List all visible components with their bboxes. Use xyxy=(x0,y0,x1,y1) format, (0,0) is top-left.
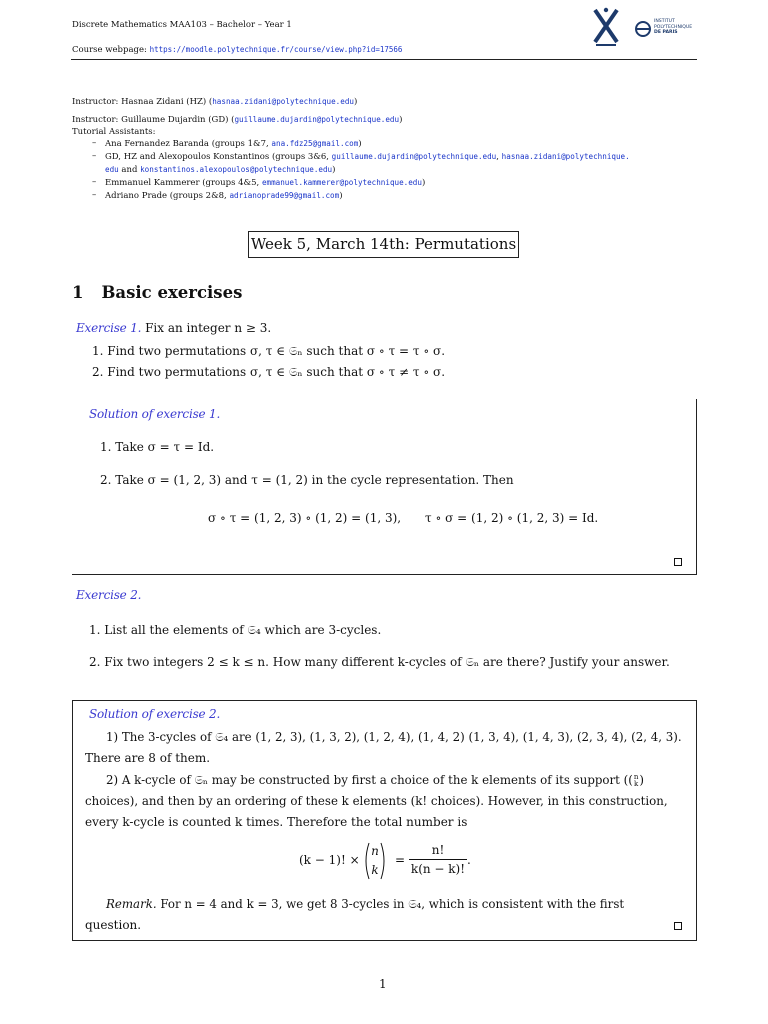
instructor-1 xyxy=(72,96,702,109)
instructor-1-close: ) xyxy=(353,97,358,107)
webpage-link[interactable]: https://moodle.polytechnique.fr/course/view.php?id=17566 xyxy=(149,45,403,54)
exercise-1-item-1: 1. Find two permutations σ, τ ∈ 𝔖ₙ such that σ ∘ τ = τ ∘ σ. xyxy=(92,344,446,358)
ta-2-email-b[interactable]: hasnaa.zidani@polytechnique. xyxy=(501,152,630,162)
ta-2-close: ) xyxy=(332,164,336,175)
solution-2-p1-line1: 1) The 3-cycles of 𝔖₄ are (1, 2, 3), (1, 3, 2), (1, 2, 4), (1, 4, 2) (1, 3, 4), (1, 4, 3), (2, 3, 4), (2, 4, 3). xyxy=(106,730,682,744)
solution-1-equation-left: σ ∘ τ = (1, 2, 3) ∘ (1, 2) = (1, 3), xyxy=(208,511,402,525)
section-title: Basic exercises xyxy=(101,283,243,302)
course-line: Discrete Mathematics MAA103 – Bachelor – Year 1 xyxy=(72,20,292,30)
remark-line2: question. xyxy=(85,918,142,932)
solution-1-equation-right: τ ∘ σ = (1, 2) ∘ (1, 2, 3) = Id. xyxy=(425,511,599,525)
solution-2-p2-line1-end: ) xyxy=(639,773,644,787)
ta-3-name: Emmanuel Kammerer (groups 4&5, xyxy=(105,177,262,188)
display-fraction xyxy=(409,843,467,876)
instructor-2-email[interactable]: guillaume.dujardin@polytechnique.edu xyxy=(234,114,400,124)
logo-text-3: DE PARIS xyxy=(654,30,678,36)
exercise-1-label: Exercise 1. xyxy=(76,321,142,335)
display-binom-top: n xyxy=(371,844,379,858)
exercise-2-item-2: 2. Fix two integers 2 ≤ k ≤ n. How many different k-cycles of 𝔖ₙ are there? Justify your answer. xyxy=(89,655,670,669)
solution-1-item-2: 2. Take σ = (1, 2, 3) and τ = (1, 2) in the cycle representation. Then xyxy=(100,473,514,487)
section-heading xyxy=(72,283,242,302)
ta-item xyxy=(92,177,702,190)
exercise-2-item-1: 1. List all the elements of 𝔖₄ which are 3-cycles. xyxy=(89,623,382,637)
solution-1-item-1: 1. Take σ = τ = Id. xyxy=(100,440,215,454)
formula-eq: = xyxy=(395,853,406,867)
instructor-2-close: ) xyxy=(399,114,403,125)
solution-2-p2-line1 xyxy=(106,773,644,788)
formula-left: (k − 1)! × xyxy=(299,853,360,867)
ta-list xyxy=(72,138,702,202)
ta-1-close: ) xyxy=(358,139,362,150)
ta-item xyxy=(92,138,702,151)
solution-2-p2-line3: every k-cycle is counted k times. Therefore the total number is xyxy=(85,815,468,829)
formula-end: . xyxy=(467,853,471,867)
ta-2-and: and xyxy=(118,164,141,175)
ta-item xyxy=(92,190,702,203)
qed-square-icon xyxy=(674,922,682,930)
ta-heading: Tutorial Assistants: xyxy=(72,126,156,137)
solution-1-label: Solution of exercise 1. xyxy=(89,407,221,421)
logo-text-1: INSTITUT xyxy=(654,19,675,24)
ta-3-email[interactable]: emmanuel.kammerer@polytechnique.edu xyxy=(261,177,422,187)
qed-square-icon xyxy=(674,558,682,566)
instructor-2 xyxy=(72,114,702,127)
instructor-2-name: Instructor: Guillaume Dujardin (GD) ( xyxy=(72,114,235,125)
page-number: 1 xyxy=(379,977,387,991)
ta-2-email-b-cont[interactable]: edu xyxy=(105,164,119,174)
exercise-1-text: Fix an integer n ≥ 3. xyxy=(145,321,272,335)
ta-2-sep: , xyxy=(496,152,502,163)
ta-4-close: ) xyxy=(339,190,343,201)
ta-3-close: ) xyxy=(421,177,426,188)
remark-text: For n = 4 and k = 3, we get 8 3-cycles in 𝔖₄, which is consistent with the first xyxy=(160,897,625,911)
section-number: 1 xyxy=(72,283,84,302)
ta-1-name: Ana Fernandez Baranda (groups 1&7, xyxy=(105,139,272,150)
solution-2-label: Solution of exercise 2. xyxy=(89,707,221,721)
ta-item xyxy=(92,151,702,177)
instructor-1-email[interactable]: hasnaa.zidani@polytechnique.edu xyxy=(212,97,354,106)
solution-1-box xyxy=(72,399,697,575)
solution-2-p2-line2: choices), and then by an ordering of these k elements (k! choices). However, in this construction, xyxy=(85,794,668,808)
fraction-numerator: n! xyxy=(431,843,445,857)
remark-line1 xyxy=(106,897,624,912)
sheet-title: Week 5, March 14th: Permutations xyxy=(248,231,519,258)
institution-logos xyxy=(590,6,700,51)
logo-text-2: POLYTECHNIQUE xyxy=(654,24,693,30)
fraction-bar xyxy=(409,859,467,860)
exercise-1-item-2: 2. Find two permutations σ, τ ∈ 𝔖ₙ such that σ ∘ τ ≠ τ ∘ σ. xyxy=(92,365,446,379)
ta-4-name: Adriano Prade (groups 2&8, xyxy=(105,190,230,201)
inline-binomial xyxy=(634,774,639,788)
display-binomial xyxy=(363,841,387,881)
ip-paris-emblem-icon xyxy=(634,20,652,38)
binom-top: n xyxy=(633,773,639,781)
ta-2-email-a[interactable]: guillaume.dujardin@polytechnique.edu xyxy=(331,152,497,162)
solution-2-box xyxy=(72,700,697,941)
ta-4-email[interactable]: adrianoprade99@gmail.com xyxy=(229,190,340,200)
solution-2-p1-line2: There are 8 of them. xyxy=(85,751,211,765)
exercise-1-statement xyxy=(76,321,271,335)
staff-block xyxy=(72,96,702,202)
header-rule xyxy=(71,59,697,60)
binom-bottom: k xyxy=(633,780,639,788)
webpage-label: Course webpage: xyxy=(72,45,147,55)
course-webpage xyxy=(72,45,402,55)
ta-2-email-c[interactable]: konstantinos.alexopoulos@polytechnique.edu xyxy=(140,164,333,174)
ta-1-email[interactable]: ana.fdz25@gmail.com xyxy=(271,139,359,149)
remark-label: Remark. xyxy=(106,897,157,911)
display-binom-bottom: k xyxy=(371,863,379,877)
fraction-denominator: k(n − k)! xyxy=(410,862,466,876)
instructor-1-name: Instructor: Hasnaa Zidani (HZ) ( xyxy=(72,97,213,107)
exercise-2-label: Exercise 2. xyxy=(76,588,142,602)
ta-2-name: GD, HZ and Alexopoulos Konstantinos (groups 3&6, xyxy=(105,152,332,163)
solution-2-p2-line1-text: 2) A k-cycle of 𝔖ₙ may be constructed by first a choice of the k elements of its support (( xyxy=(106,773,633,787)
